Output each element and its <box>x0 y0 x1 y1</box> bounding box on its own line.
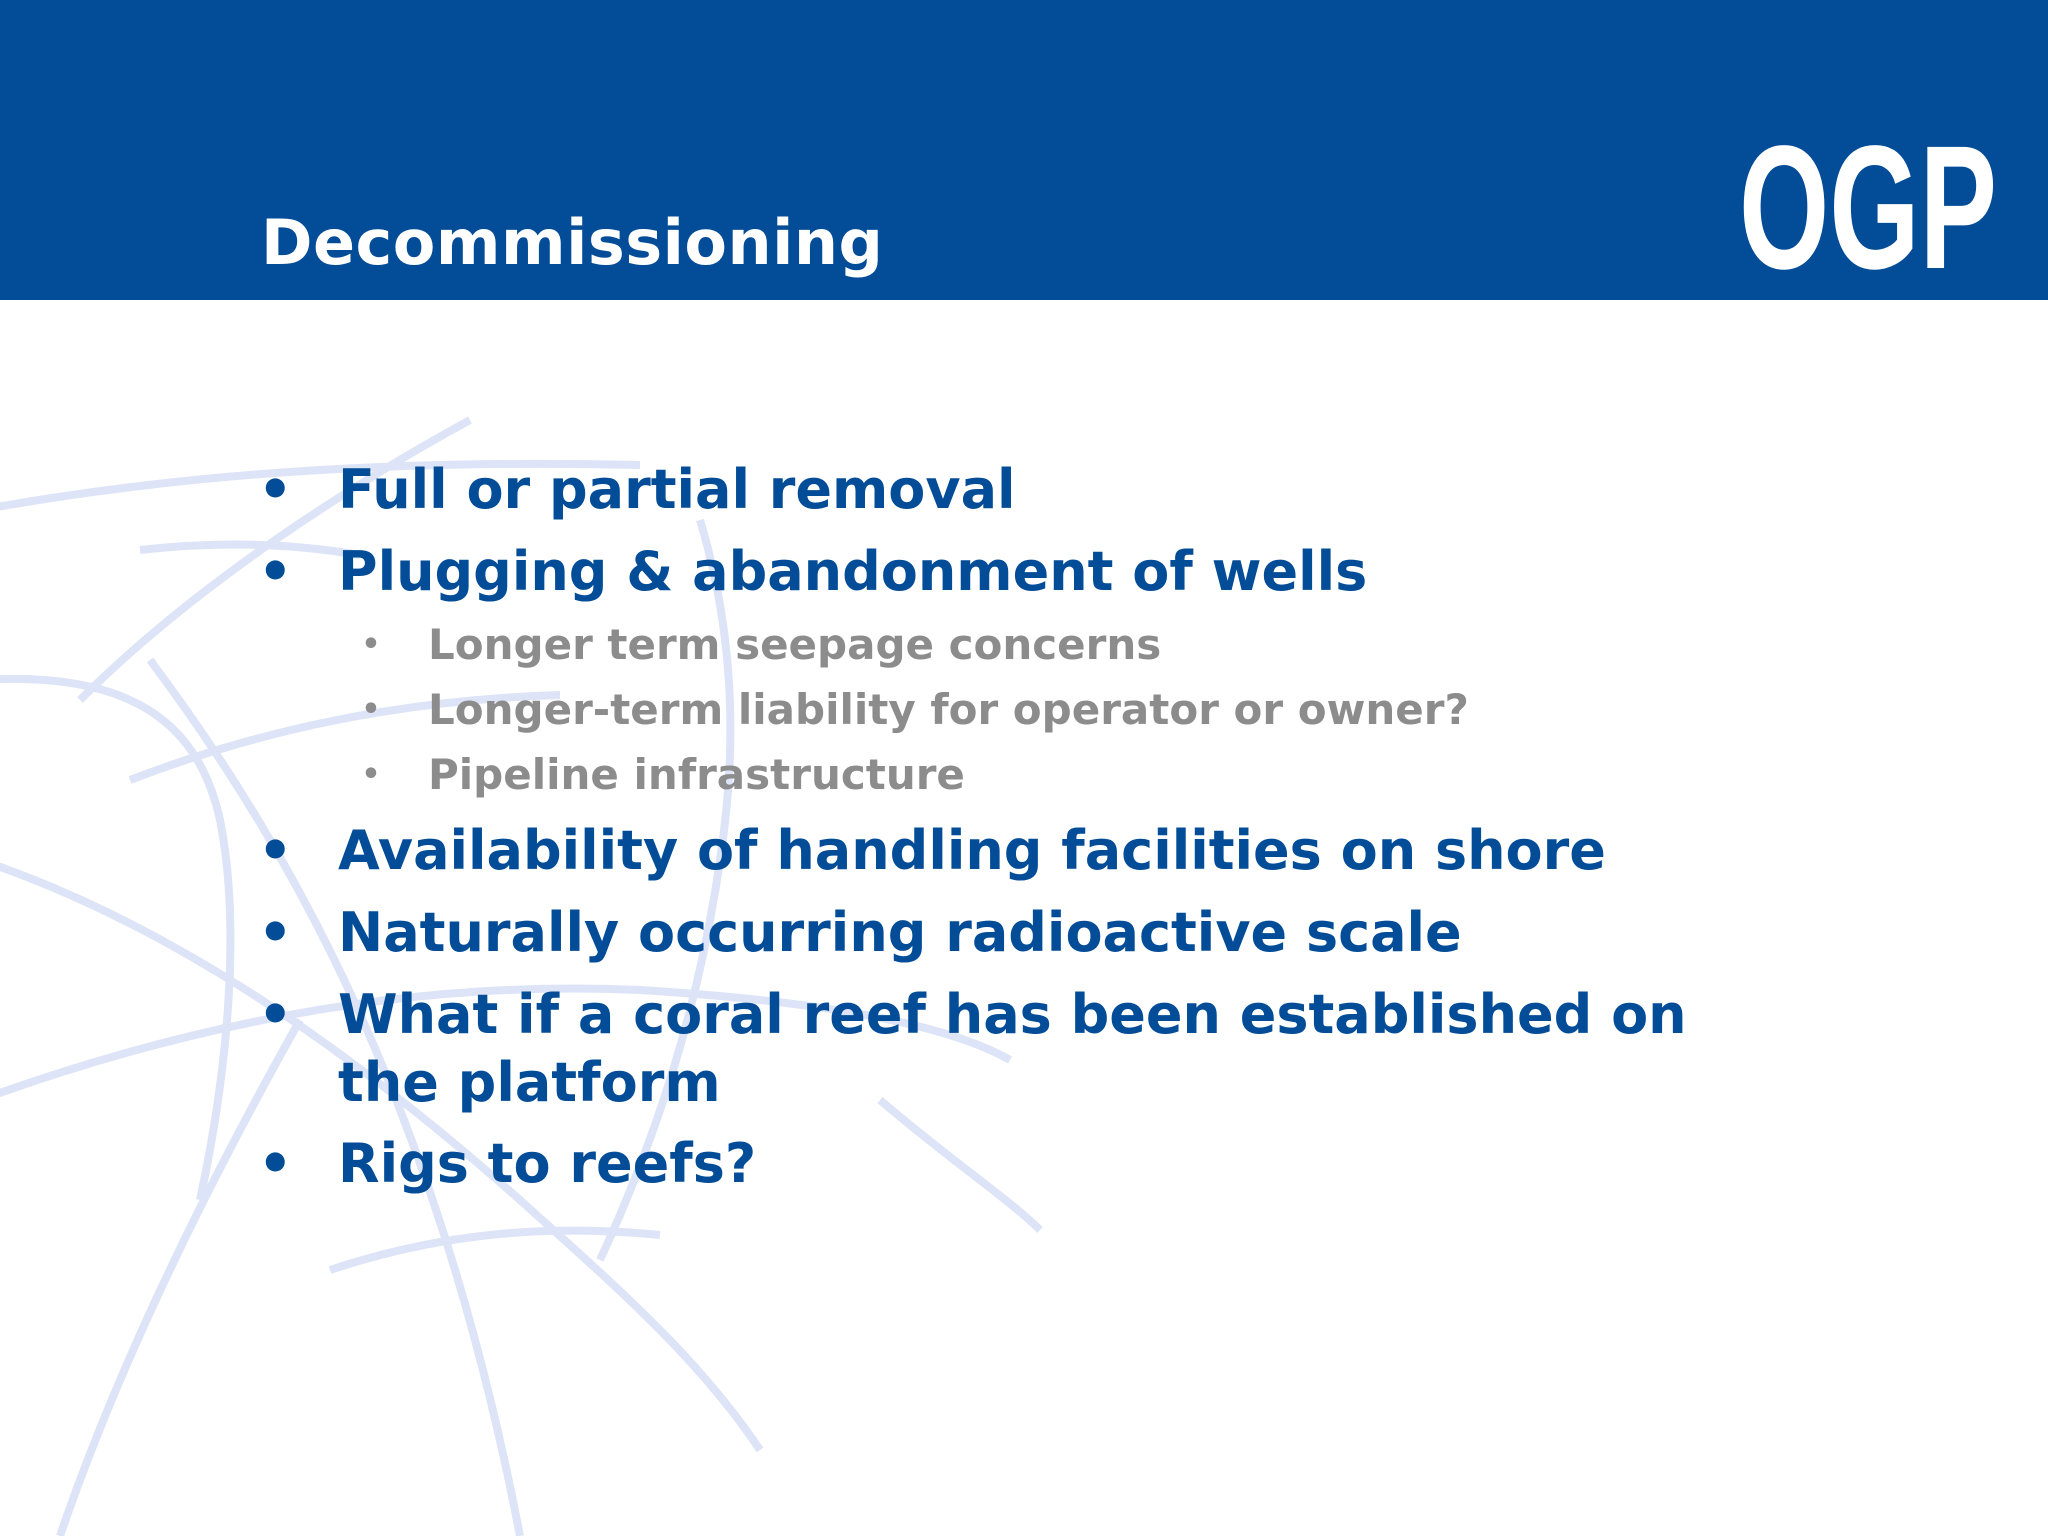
bullet-text: Full or partial removal <box>338 458 1016 521</box>
bullet-marker: • <box>258 540 293 603</box>
bullet-marker: • <box>258 901 293 964</box>
bullet-marker: • <box>258 819 293 882</box>
bullet-text: Plugging & abandonment of wells <box>338 540 1368 603</box>
bullet-marker: • <box>258 458 293 521</box>
logo-text: OGP <box>1739 126 1997 276</box>
bullet-marker: • <box>258 983 293 1046</box>
bullet-text: Naturally occurring radioactive scale <box>338 901 1462 964</box>
bullet-text: Availability of handling facilities on shore <box>338 819 1606 882</box>
bullet-text: What if a coral reef has been established on <box>338 983 1687 1046</box>
sub-bullet-text: Longer term seepage concerns <box>428 620 1162 669</box>
bullet-text: the platform <box>338 1051 721 1114</box>
sub-bullet-marker: • <box>361 627 381 662</box>
sub-bullet-text: Longer-term liability for operator or owner? <box>428 685 1469 734</box>
bullet-marker: • <box>258 1132 293 1195</box>
sub-bullet-marker: • <box>361 757 381 792</box>
bullet-text: Rigs to reefs? <box>338 1132 757 1195</box>
sub-bullet-text: Pipeline infrastructure <box>428 750 965 799</box>
sub-bullet-marker: • <box>361 692 381 727</box>
slide-title: Decommissioning <box>261 206 884 279</box>
